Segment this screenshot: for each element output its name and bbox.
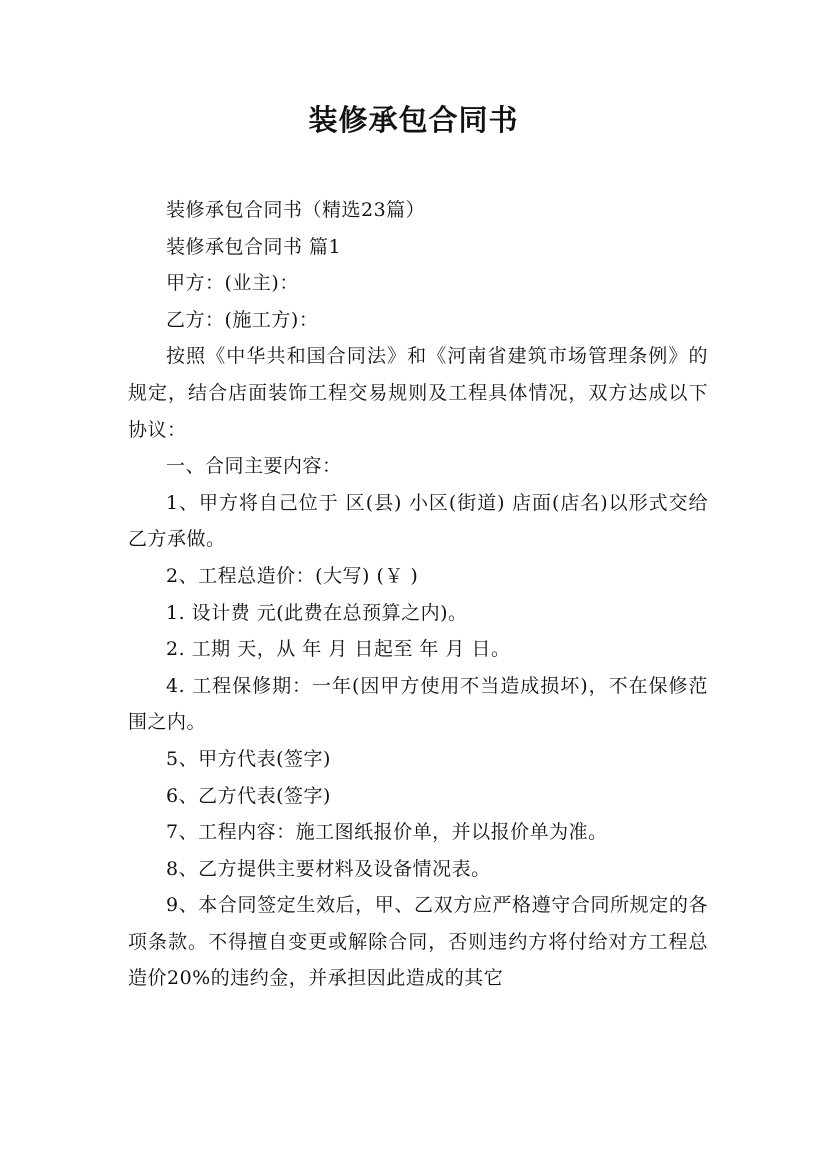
paragraph-section-1: 一、合同主要内容： (166, 455, 342, 478)
paragraph-item-9: 9、本合同签定生效后，甲、乙双方应严格遵守合同所规定的各项条款。不得擅自变更或解除合同，否则违约方将付给对方工程总造价20%的违约金，并承担因此造成的其它 (128, 894, 708, 990)
paragraph-preamble: 按照《中华共和国合同法》和《河南省建筑市场管理条例》的规定，结合店面装饰工程交易规则及工程具体情况，双方达成以下协议： (128, 345, 708, 441)
paragraph-heading: 装修承包合同书 篇1 (166, 235, 342, 258)
paragraph-warranty: 4. 工程保修期：一年(因甲方使用不当造成损坏)，不在保修范围之内。 (128, 674, 708, 734)
paragraph-intro: 装修承包合同书（精选23篇） (166, 199, 426, 221)
document-title: 装修承包合同书 (308, 103, 519, 137)
paragraph-party-a: 甲方：(业主)： (166, 272, 299, 295)
document-body (128, 192, 708, 997)
paragraph-item-7: 7、工程内容：施工图纸报价单，并以报价单为准。 (166, 821, 608, 844)
paragraph-duration: 2. 工期 天，从 年 月 日起至 年 月 日。 (166, 638, 511, 661)
paragraph-design-fee: 1. 设计费 元(此费在总预算之内)。 (166, 601, 468, 624)
paragraph-party-b: 乙方：(施工方)： (166, 308, 319, 331)
paragraph-item-1: 1、甲方将自己位于 区(县) 小区(街道) 店面(店名)以形式交给乙方承做。 (128, 491, 708, 551)
paragraph-item-5: 5、甲方代表(签字) (166, 747, 331, 770)
paragraph-item-8: 8、乙方提供主要材料及设备情况表。 (166, 857, 491, 880)
paragraph-item-2: 2、工程总造价：(大写) (￥ ) (166, 564, 419, 587)
paragraph-item-6: 6、乙方代表(签字) (166, 784, 331, 807)
